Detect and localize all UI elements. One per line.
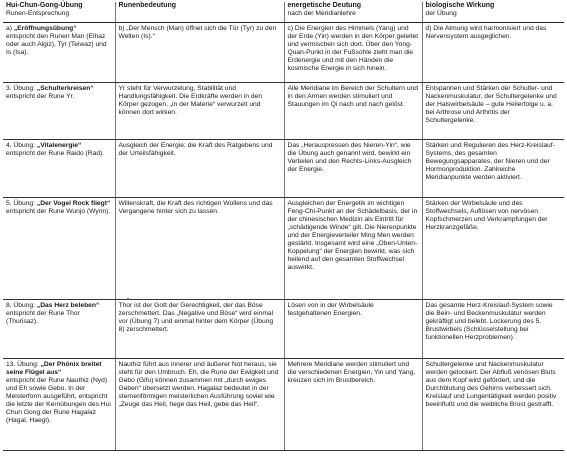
header-subtitle: Runen-Entsprechung [6, 10, 70, 17]
exercise-text: entspricht der Rune Wunjo (Wynn). [6, 208, 111, 215]
cell-energy: Das „Herauspressen des Nieren-Yin“, wie die Übung auch genannt wird, bewirkt ein Verteilen und den Rechts-Links-Ausgleich der Energie. [284, 140, 422, 198]
exercise-prefix: a) [6, 25, 14, 32]
cell-exercise [3, 198, 115, 300]
header-title: Runenbedeutung [118, 2, 177, 9]
cell-rune: Willenskraft, die Kraft des richtigen Wollens und das Vergangene hinter sich zu lassen. [115, 198, 284, 300]
cell-rune: Thor ist der Gott der Gerechtigkeit, der das Böse zerschmettert. Das „Negative und Böse“ wird einmal vor (Übung 7) und einmal hinter dem Körper (Übung 8) zerschmettert. [115, 300, 284, 359]
exercise-prefix: 8. Übung: [6, 302, 37, 309]
header-title: biologische Wirkung [425, 2, 495, 9]
header-title: Hui-Chun-Gong-Übung [6, 2, 83, 9]
cell-bio: Stärken der Wirbelsäule und des Stoffwechsels, Auflösen von nervösen Kopfschmerzen und Verkrampfungen der Herzkranzgefäße. [422, 198, 564, 300]
cell-rune: b) „Der Mensch (Man) öffnet sich die Tür (Tyr) zu den Welten (Is).“ [115, 23, 284, 83]
header-subtitle: der Übung [425, 10, 457, 17]
cell-energy: Mehrere Meridiane werden stimuliert und die verschiedenen Energien, Yin und Yang, kreuzen sich im Brustbereich. [284, 359, 422, 451]
scan-speck [127, 298, 129, 300]
header-bio [422, 2, 564, 23]
exercise-text: entspricht der Rune Nauthiz (Nyd) und Eh sowie Gebo. In der Meisterform ausgeführt, entspricht die letzte der Kernübungen des Hui Chun Gong der Rune Hagalaz (Hagal, Haegl). [6, 377, 111, 424]
header-subtitle: nach der Meridianlehre [287, 10, 356, 17]
cell-rune: Yr steht für Verwurzelung, Stabilität und Handlungsfähigkeit. Die Erdkräfte werden in den Körper gezogen, „in der Materie“ verwurzelt und können dort wirken. [115, 83, 284, 140]
table-row [3, 300, 564, 359]
exercise-title: „Vitalenergie“ [36, 142, 82, 149]
cell-bio: Stärken und Regulieren des Herz-Kreislauf-Systems, des gesamten Bewegungsapparates, der Nieren und der Hormonproduktion. Zahlreiche Meridianpunkte werden aktiviert. [422, 140, 564, 198]
exercise-text: entspricht der Rune Raido (Rad). [6, 150, 105, 157]
exercise-title: „Schulterkreisen“ [36, 85, 94, 92]
table-row [3, 83, 564, 140]
header-title: energetische Deutung [287, 2, 362, 9]
table-row [3, 23, 564, 83]
exercise-text: entspricht den Runen Man (Elhaz oder auch Algiz), Tyr (Teiwaz) und Is (Isa). [6, 33, 107, 56]
exercise-prefix: 3. Übung: [6, 85, 37, 92]
cell-bio: Schultergelenke und Nackenmuskulatur werden gelockert. Der Abfluß venösen Bluts aus dem Kopf wird gefördert, und die Durchblutung des Gehirns verbessert sich. Kreislauf und Lungentätigkeit werden positiv beeinflußt und die weibliche Brust gestrafft. [422, 359, 564, 451]
header-rune [115, 2, 284, 23]
table-row [3, 140, 564, 198]
exercise-table [3, 2, 564, 451]
cell-exercise [3, 300, 115, 359]
cell-exercise [3, 359, 115, 451]
exercise-prefix: 5. Übung: [6, 200, 37, 207]
exercise-title: „Eröffnungsübung“ [13, 25, 77, 32]
exercise-prefix: 13. Übung: [6, 361, 41, 368]
cell-energy: Lösen von in der Wirbelsäule festgehaltenen Energien. [284, 300, 422, 359]
table-row [3, 359, 564, 451]
document-page [3, 2, 564, 470]
table-row [3, 198, 564, 300]
cell-energy: Alle Meridiane im Bereich der Schultern und in den Armen werden stimuliert und Stauungen im Qi nach und nach gelöst. [284, 83, 422, 140]
cell-energy: Ausgleichen der Energetik im wichtigen Feng-Chi-Punkt an der Schädelbasis, der in der chinesischen Medizin als Eintritt für „schädigende Winde“ gilt. Die Nierenpunkte und der Energieverteiler Ming Men werden gestärkt. Insgesamt wird eine „Oben-Unten-Koppelung“ der Energien bewirkt, was sich heilend auf den gesamten Stoffwechsel auswirkt. [284, 198, 422, 300]
cell-energy: c) Die Energien des Himmels (Yang) und der Erde (Yin) werden in den Körper geleitet und vermischen sich dort. Über den Yong-Quan-Punkt in der Fußsohle zieht man die Erdenergie und mit den Händen die kosmische Energie in sich hinein. [284, 23, 422, 83]
cell-rune: Ausgleich der Energie; die Kraft des Ratgebens und der Urteilsfähigkeit. [115, 140, 284, 198]
header-exercise [3, 2, 115, 23]
header-energy [284, 2, 422, 23]
exercise-title: „Das Herz beleben“ [36, 302, 100, 309]
cell-bio: Entspannen und Stärken der Schulter- und Nackenmuskulatur, der Schultergelenke und der Halswirbelsäule – gute Heilerfolge u. a. bei Arthrose und Arthritis der Schultergelenke. [422, 83, 564, 140]
cell-exercise [3, 83, 115, 140]
cell-rune: Nauthiz führt aus innerer und äußerer Not heraus, sie steht für den Umbruch. Eh, die Rune der Ewigkeit und Gebo (Gifu) können zusammen mit „durch ewiges Geben“ übersetzt werden. Hagalaz bedeutet in der sternenförmigen meisterlichen Ausführung soviel wie „Zeuge das Heil, hege das Heil, gebe das Heil“. [115, 359, 284, 451]
exercise-text: entspricht der Rune Yr. [6, 93, 75, 100]
cell-bio: Das gesamte Herz-Kreislauf-System sowie die Bein- und Beckenmuskulatur werden gekräftigt und belebt. Lockerung des 5. Brustwirbels (Schlüsselstellung bei funktionellen Herzproblemen). [422, 300, 564, 359]
cell-bio: d) Die Atmung wird harmonisiert und das Nervensystem ausgeglichen. [422, 23, 564, 83]
cell-exercise [3, 140, 115, 198]
exercise-title: „Der Vogel Rock fliegt“ [36, 200, 111, 207]
exercise-title: „Der Phönix breitet seine Flügel aus“ [6, 361, 102, 376]
exercise-text: entspricht der Rune Thor (Thurisaz). [6, 310, 80, 325]
header-row [3, 2, 564, 23]
exercise-prefix: 4. Übung: [6, 142, 37, 149]
cell-exercise [3, 23, 115, 83]
